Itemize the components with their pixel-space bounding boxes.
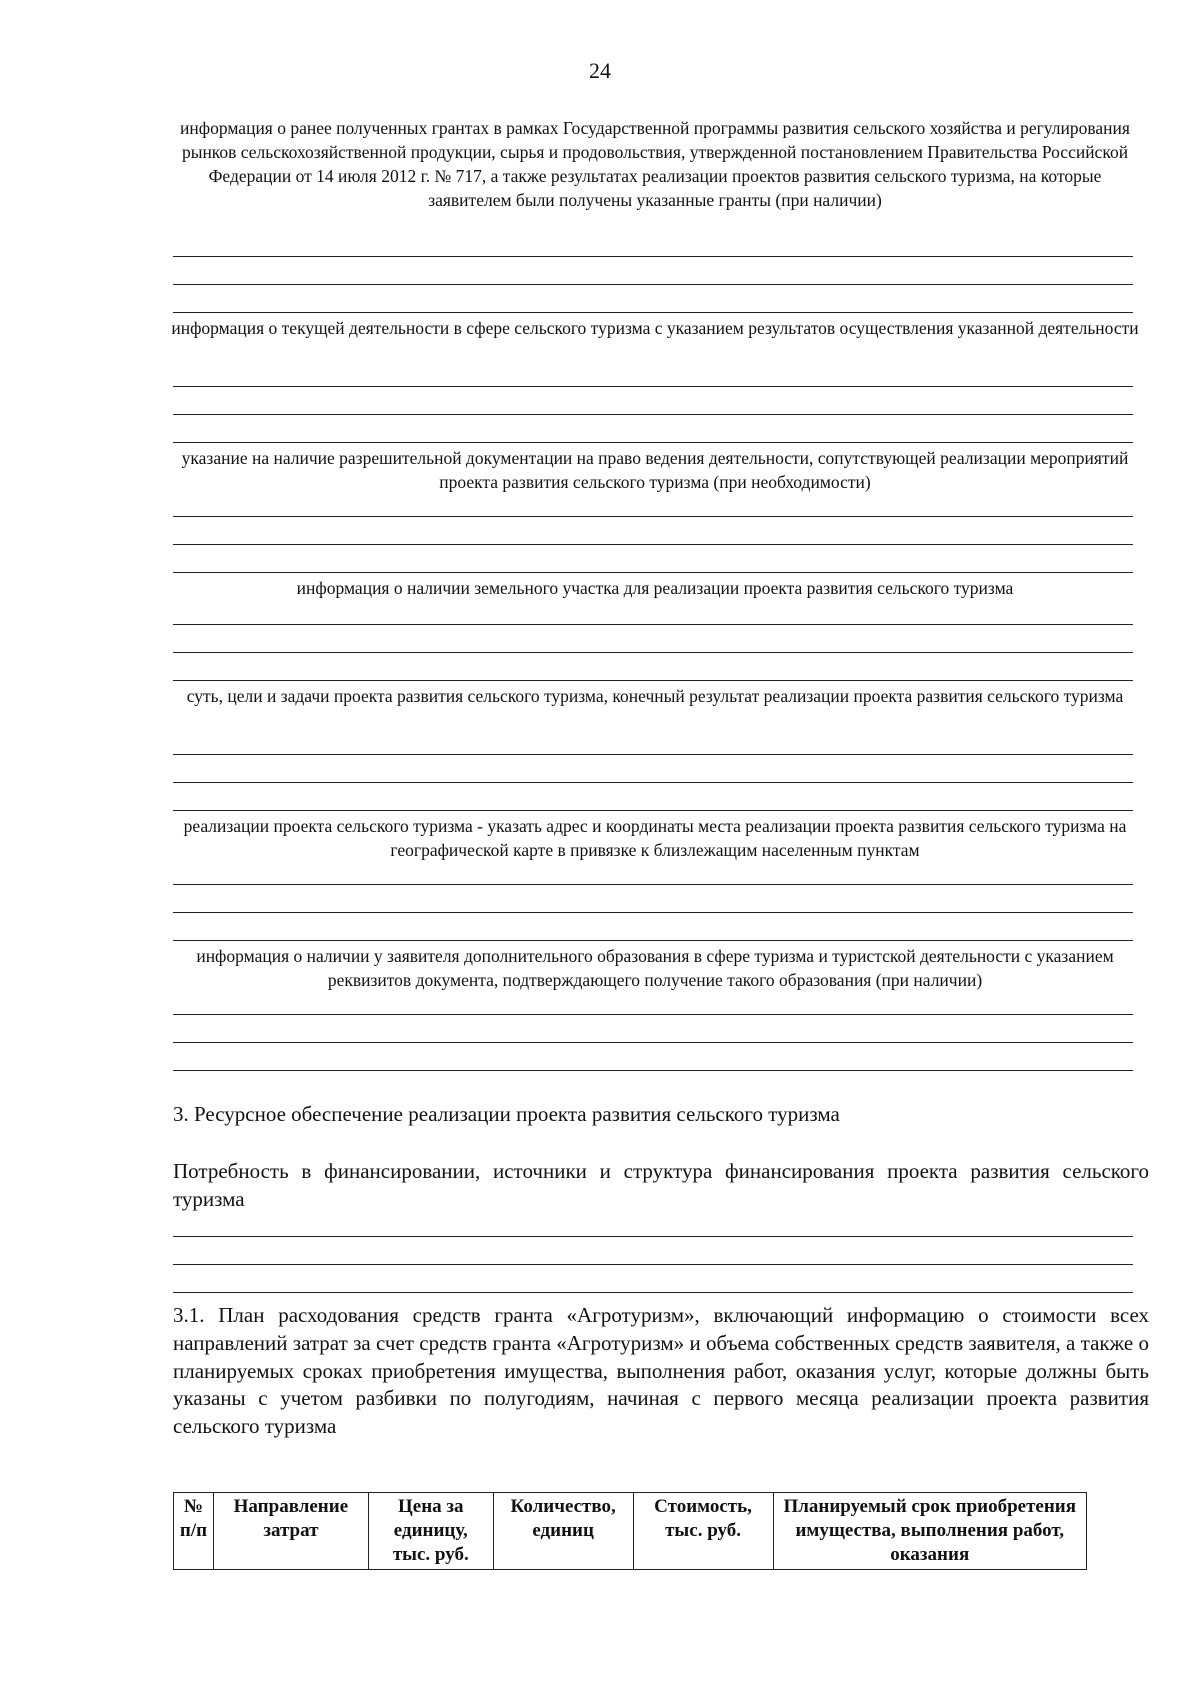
caption-project-location: реализации проекта сельского туризма - указать адрес и координаты места реализации проекта развития сельского туризма на географической карте в привязке к близлежащим населенным пунктам [183, 816, 1127, 860]
table-header-row [174, 1493, 1087, 1570]
blank-line[interactable] [173, 1042, 1133, 1043]
financing-paragraph: Потребность в финансировании, источники и структура финансирования проекта развития сельского туризма [173, 1159, 1149, 1211]
col-cost-direction: Направление затрат [213, 1493, 368, 1570]
spending-plan-table [173, 1492, 1087, 1570]
blank-line[interactable] [173, 1264, 1133, 1265]
caption-permits: указание на наличие разрешительной документации на право ведения деятельности, сопутствующей реализации мероприятий проекта развития сельского туризма (при необходимости) [181, 448, 1129, 492]
blank-line[interactable] [173, 940, 1133, 941]
blank-line[interactable] [173, 1014, 1133, 1015]
blank-line[interactable] [173, 284, 1133, 285]
blank-line[interactable] [173, 912, 1133, 913]
blank-line[interactable] [173, 544, 1133, 545]
blank-line[interactable] [173, 414, 1133, 415]
blank-line[interactable] [173, 1236, 1133, 1237]
col-quantity: Количество, единиц [493, 1493, 633, 1570]
blank-line[interactable] [173, 884, 1133, 885]
caption-current-activity: информация о текущей деятельности в сфере сельского туризма с указанием результатов осуществления указанной деятельности [171, 318, 1139, 338]
page-number: 24 [589, 58, 611, 83]
spending-plan-paragraph: 3.1. План расходования средств гранта «Агротуризм», включающий информацию о стоимости всех направлений затрат за счет средств гранта «Агротуризм» и объема собственных средств заявителя, а также о планируемых сроках приобретения имущества, выполнения работ, оказания услуг, которые должны быть указаны с учетом разбивки по полугодиям, начиная с первого месяца реализации проекта развития сельского туризма [173, 1303, 1149, 1439]
col-cost: Стоимость, тыс. руб. [633, 1493, 773, 1570]
blank-line[interactable] [173, 1070, 1133, 1071]
blank-line[interactable] [173, 810, 1133, 811]
blank-line[interactable] [173, 1292, 1133, 1293]
col-number: № п/п [174, 1493, 214, 1570]
caption-education: информация о наличии у заявителя дополнительного образования в сфере туризма и туристской деятельности с указанием реквизитов документа, подтверждающего получение такого образования (при наличии) [196, 946, 1114, 990]
blank-line[interactable] [173, 782, 1133, 783]
blank-line[interactable] [173, 680, 1133, 681]
blank-line[interactable] [173, 516, 1133, 517]
section-heading: 3. Ресурсное обеспечение реализации проекта развития сельского туризма [173, 1102, 840, 1126]
caption-prior-grants: информация о ранее полученных грантах в рамках Государственной программы развития сельского хозяйства и регулирования рынков сельскохозяйственной продукции, сырья и продовольствия, утвержденной постановлением Правительства Российской Федерации от 14 июля 2012 г. № 717, а также результатах реализации проектов развития сельского туризма, на которые заявителем были получены указанные гранты (при наличии) [180, 118, 1130, 210]
caption-land-plot: информация о наличии земельного участка для реализации проекта развития сельского туризма [296, 578, 1014, 598]
blank-line[interactable] [173, 572, 1133, 573]
blank-line[interactable] [173, 386, 1133, 387]
col-planned-term: Планируемый срок приобретения имущества, выполнения работ, оказания [773, 1493, 1087, 1570]
blank-line[interactable] [173, 624, 1133, 625]
col-unit-price: Цена за единицу, тыс. руб. [368, 1493, 493, 1570]
blank-line[interactable] [173, 256, 1133, 257]
blank-line[interactable] [173, 442, 1133, 443]
blank-line[interactable] [173, 652, 1133, 653]
blank-line[interactable] [173, 312, 1133, 313]
blank-line[interactable] [173, 754, 1133, 755]
caption-project-goals: суть, цели и задачи проекта развития сельского туризма, конечный результат реализации проекта развития сельского туризма [186, 686, 1124, 706]
